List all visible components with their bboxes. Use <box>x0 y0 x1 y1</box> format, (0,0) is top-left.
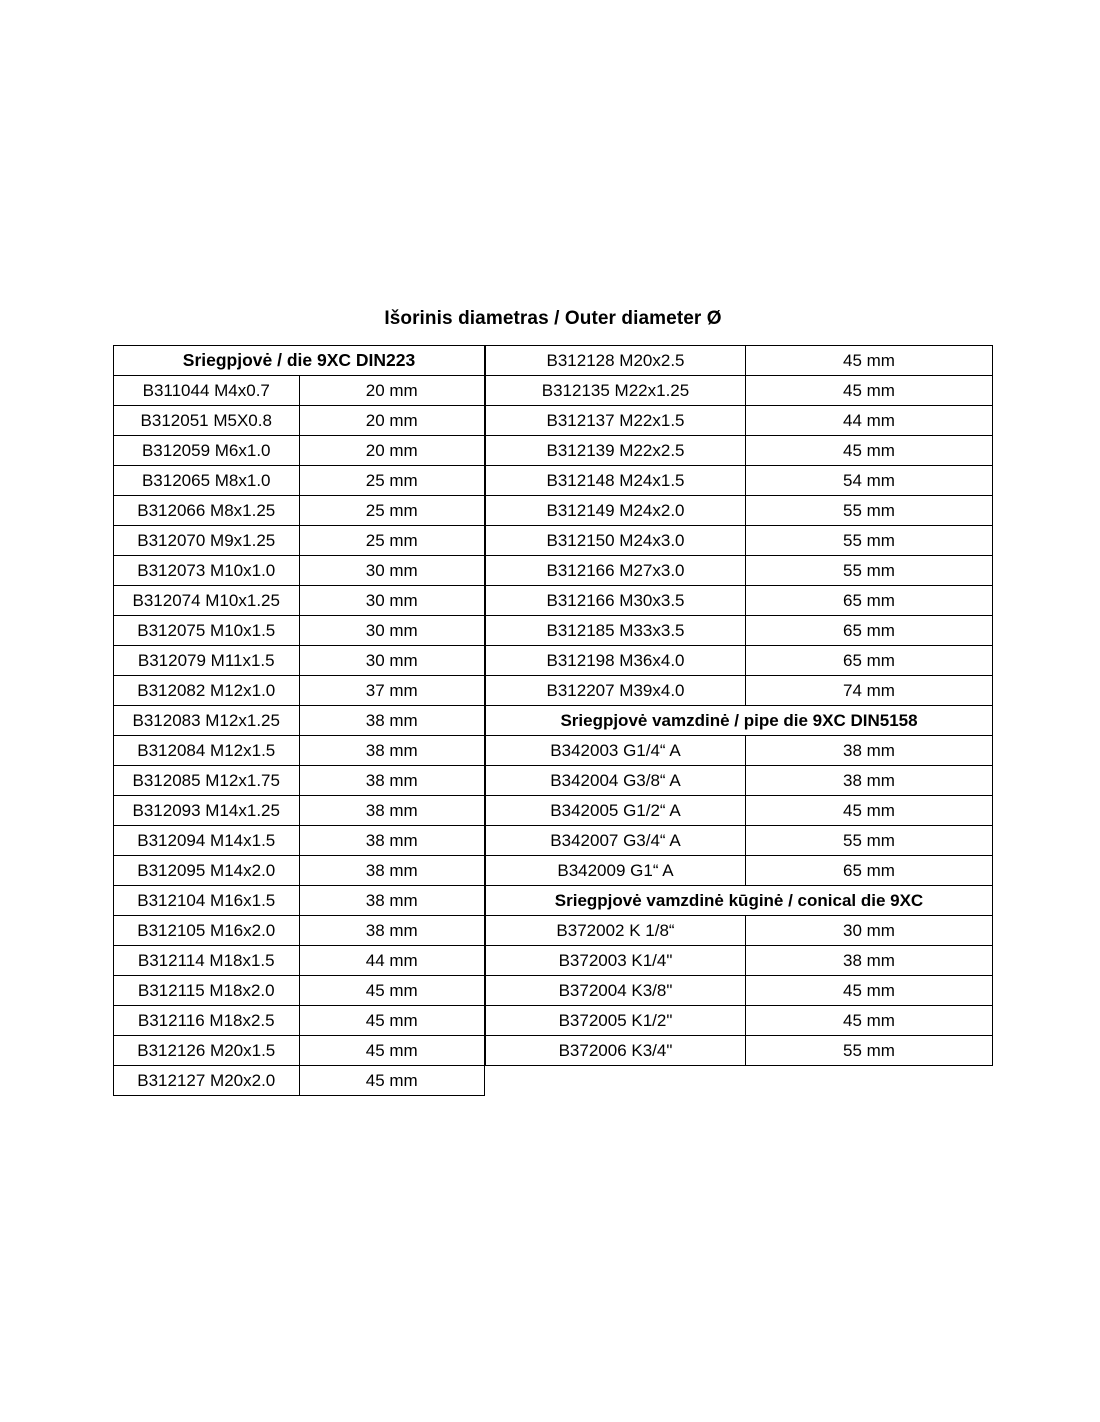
table-row <box>486 436 993 466</box>
outer-diameter-value: 30 mm <box>299 646 485 676</box>
product-code: B312149 M24x2.0 <box>486 496 746 526</box>
outer-diameter-value: 25 mm <box>299 496 485 526</box>
table-row <box>114 1006 485 1036</box>
outer-diameter-value: 20 mm <box>299 376 485 406</box>
product-code: B312051 M5X0.8 <box>114 406 300 436</box>
specification-tables <box>113 345 993 1096</box>
die-table-left-body <box>114 346 485 1096</box>
outer-diameter-value: 38 mm <box>746 766 993 796</box>
table-row <box>114 616 485 646</box>
table-row <box>486 376 993 406</box>
table-section-row <box>486 886 993 916</box>
table-row <box>114 376 485 406</box>
table-row <box>114 736 485 766</box>
outer-diameter-value: 65 mm <box>746 856 993 886</box>
outer-diameter-value: 45 mm <box>299 976 485 1006</box>
product-code: B342005 G1/2“ A <box>486 796 746 826</box>
outer-diameter-value: 38 mm <box>299 886 485 916</box>
outer-diameter-value: 45 mm <box>299 1036 485 1066</box>
product-code: B312137 M22x1.5 <box>486 406 746 436</box>
outer-diameter-value: 55 mm <box>746 526 993 556</box>
product-code: B312166 M30x3.5 <box>486 586 746 616</box>
table-row <box>114 556 485 586</box>
outer-diameter-value: 44 mm <box>299 946 485 976</box>
outer-diameter-value: 45 mm <box>746 346 993 376</box>
table-row <box>114 886 485 916</box>
table-row <box>486 676 993 706</box>
table-row <box>486 496 993 526</box>
table-row <box>114 826 485 856</box>
product-code: B312139 M22x2.5 <box>486 436 746 466</box>
table-row <box>486 1006 993 1036</box>
table-row <box>114 796 485 826</box>
table-row <box>486 766 993 796</box>
table-row <box>486 526 993 556</box>
outer-diameter-value: 55 mm <box>746 556 993 586</box>
product-code: B312150 M24x3.0 <box>486 526 746 556</box>
product-code: B312198 M36x4.0 <box>486 646 746 676</box>
outer-diameter-value: 45 mm <box>746 1006 993 1036</box>
product-code: B312083 M12x1.25 <box>114 706 300 736</box>
outer-diameter-value: 20 mm <box>299 436 485 466</box>
table-row <box>114 706 485 736</box>
product-code: B311044 M4x0.7 <box>114 376 300 406</box>
product-code: B312127 M20x2.0 <box>114 1066 300 1096</box>
product-code: B312135 M22x1.25 <box>486 376 746 406</box>
outer-diameter-value: 38 mm <box>299 916 485 946</box>
table-row <box>486 556 993 586</box>
table-row <box>486 916 993 946</box>
outer-diameter-value: 37 mm <box>299 676 485 706</box>
outer-diameter-value: 45 mm <box>299 1066 485 1096</box>
outer-diameter-value: 44 mm <box>746 406 993 436</box>
outer-diameter-value: 38 mm <box>746 946 993 976</box>
product-code: B312095 M14x2.0 <box>114 856 300 886</box>
table-section-row <box>114 346 485 376</box>
outer-diameter-value: 45 mm <box>746 436 993 466</box>
product-code: B312115 M18x2.0 <box>114 976 300 1006</box>
outer-diameter-value: 54 mm <box>746 466 993 496</box>
product-code: B312116 M18x2.5 <box>114 1006 300 1036</box>
product-code: B312128 M20x2.5 <box>486 346 746 376</box>
outer-diameter-value: 38 mm <box>299 826 485 856</box>
die-table-right <box>485 345 993 1066</box>
product-code: B372006 K3/4" <box>486 1036 746 1066</box>
table-section-row <box>486 706 993 736</box>
outer-diameter-value: 45 mm <box>746 376 993 406</box>
product-code: B312126 M20x1.5 <box>114 1036 300 1066</box>
outer-diameter-value: 38 mm <box>746 736 993 766</box>
table-row <box>486 616 993 646</box>
table-row <box>486 406 993 436</box>
outer-diameter-value: 30 mm <box>746 916 993 946</box>
table-row <box>114 406 485 436</box>
product-code: B312066 M8x1.25 <box>114 496 300 526</box>
product-code: B342003 G1/4“ A <box>486 736 746 766</box>
outer-diameter-value: 65 mm <box>746 646 993 676</box>
table-row <box>114 916 485 946</box>
table-row <box>486 856 993 886</box>
product-code: B312065 M8x1.0 <box>114 466 300 496</box>
table-row <box>114 436 485 466</box>
outer-diameter-value: 74 mm <box>746 676 993 706</box>
outer-diameter-value: 25 mm <box>299 466 485 496</box>
outer-diameter-value: 38 mm <box>299 796 485 826</box>
outer-diameter-value: 55 mm <box>746 496 993 526</box>
section-header-right: Sriegpjovė vamzdinė kūginė / conical die 9XC <box>486 886 993 916</box>
table-row <box>114 946 485 976</box>
product-code: B312059 M6x1.0 <box>114 436 300 466</box>
product-code: B312094 M14x1.5 <box>114 826 300 856</box>
table-row <box>486 736 993 766</box>
table-row <box>114 466 485 496</box>
page-title: Išorinis diametras / Outer diameter Ø <box>384 308 722 329</box>
product-code: B312114 M18x1.5 <box>114 946 300 976</box>
table-row <box>114 676 485 706</box>
table-row <box>114 1066 485 1096</box>
product-code: B312105 M16x2.0 <box>114 916 300 946</box>
table-row <box>114 976 485 1006</box>
product-code: B312148 M24x1.5 <box>486 466 746 496</box>
table-row <box>114 526 485 556</box>
table-row <box>486 646 993 676</box>
product-code: B372005 K1/2" <box>486 1006 746 1036</box>
product-code: B342007 G3/4“ A <box>486 826 746 856</box>
table-row <box>114 586 485 616</box>
outer-diameter-value: 30 mm <box>299 616 485 646</box>
product-code: B312104 M16x1.5 <box>114 886 300 916</box>
product-code: B312073 M10x1.0 <box>114 556 300 586</box>
section-header-right: Sriegpjovė vamzdinė / pipe die 9XC DIN5158 <box>486 706 993 736</box>
table-row <box>114 646 485 676</box>
product-code: B312079 M11x1.5 <box>114 646 300 676</box>
product-code: B312185 M33x3.5 <box>486 616 746 646</box>
outer-diameter-value: 45 mm <box>299 1006 485 1036</box>
product-code: B312093 M14x1.25 <box>114 796 300 826</box>
table-row <box>486 586 993 616</box>
table-row <box>486 796 993 826</box>
outer-diameter-value: 20 mm <box>299 406 485 436</box>
product-code: B372003 K1/4" <box>486 946 746 976</box>
table-row <box>486 976 993 1006</box>
table-row <box>114 1036 485 1066</box>
product-code: B312070 M9x1.25 <box>114 526 300 556</box>
outer-diameter-value: 30 mm <box>299 556 485 586</box>
product-code: B372002 K 1/8“ <box>486 916 746 946</box>
product-code: B312082 M12x1.0 <box>114 676 300 706</box>
table-row <box>114 496 485 526</box>
product-code: B342009 G1“ A <box>486 856 746 886</box>
die-table-left <box>113 345 485 1096</box>
outer-diameter-value: 45 mm <box>746 796 993 826</box>
table-row <box>486 1036 993 1066</box>
table-row <box>486 946 993 976</box>
section-header-left: Sriegpjovė / die 9XC DIN223 <box>114 346 485 376</box>
outer-diameter-value: 65 mm <box>746 616 993 646</box>
product-code: B312084 M12x1.5 <box>114 736 300 766</box>
table-row <box>486 346 993 376</box>
table-row <box>486 466 993 496</box>
table-row <box>114 766 485 796</box>
product-code: B312074 M10x1.25 <box>114 586 300 616</box>
table-row <box>114 856 485 886</box>
outer-diameter-value: 38 mm <box>299 856 485 886</box>
product-code: B342004 G3/8“ A <box>486 766 746 796</box>
outer-diameter-value: 38 mm <box>299 706 485 736</box>
outer-diameter-value: 55 mm <box>746 826 993 856</box>
outer-diameter-value: 45 mm <box>746 976 993 1006</box>
outer-diameter-value: 38 mm <box>299 736 485 766</box>
product-code: B312075 M10x1.5 <box>114 616 300 646</box>
product-code: B312166 M27x3.0 <box>486 556 746 586</box>
outer-diameter-value: 30 mm <box>299 586 485 616</box>
product-code: B312207 M39x4.0 <box>486 676 746 706</box>
product-code: B372004 K3/8" <box>486 976 746 1006</box>
table-row <box>486 826 993 856</box>
die-table-right-body <box>486 346 993 1066</box>
outer-diameter-value: 25 mm <box>299 526 485 556</box>
outer-diameter-value: 65 mm <box>746 586 993 616</box>
outer-diameter-value: 38 mm <box>299 766 485 796</box>
product-code: B312085 M12x1.75 <box>114 766 300 796</box>
outer-diameter-value: 55 mm <box>746 1036 993 1066</box>
